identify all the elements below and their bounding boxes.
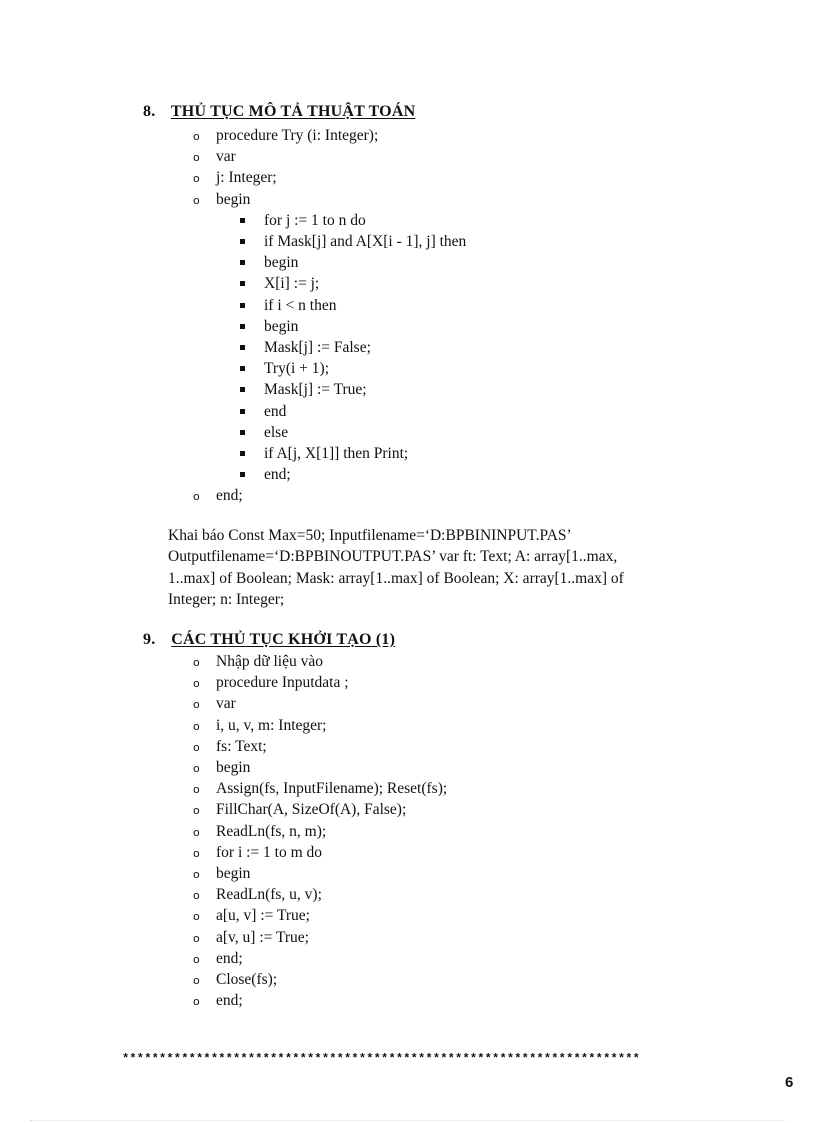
square-bullet-icon bbox=[240, 303, 245, 308]
list-item bbox=[238, 379, 367, 400]
list-row bbox=[238, 464, 291, 485]
item-text: end bbox=[264, 402, 287, 420]
item-text: end; bbox=[216, 487, 243, 505]
list-item bbox=[238, 210, 366, 231]
list-item bbox=[238, 252, 298, 273]
square-bullet-icon bbox=[240, 451, 245, 456]
list-row bbox=[238, 337, 371, 358]
list-item bbox=[238, 464, 291, 485]
item-text: i, u, v, m: Integer; bbox=[216, 716, 327, 734]
item-text: if Mask[j] and A[X[i - 1], j] then bbox=[264, 233, 467, 250]
item-text: j: Integer; bbox=[216, 169, 277, 187]
circle-bullet-icon: o bbox=[193, 656, 200, 669]
circle-bullet-icon: o bbox=[193, 783, 200, 797]
list-item bbox=[238, 295, 336, 316]
list-item bbox=[190, 990, 243, 1011]
list-item bbox=[190, 799, 406, 820]
list-row bbox=[190, 651, 323, 672]
item-text: ReadLn(fs, u, v); bbox=[216, 886, 322, 904]
item-text: Nhập dữ liệu vào bbox=[216, 653, 323, 670]
list-row bbox=[190, 672, 349, 693]
list-item bbox=[238, 358, 329, 379]
circle-bullet-icon: o bbox=[193, 868, 200, 881]
list-row bbox=[190, 948, 243, 969]
list-item bbox=[190, 757, 250, 778]
circle-bullet-icon: o bbox=[193, 193, 200, 207]
list-row bbox=[190, 842, 322, 863]
list-item bbox=[238, 337, 371, 358]
circle-bullet-icon: o bbox=[193, 889, 200, 903]
list-row bbox=[190, 778, 447, 799]
item-text: begin bbox=[264, 254, 299, 272]
section-9-heading bbox=[143, 631, 395, 649]
list-row bbox=[238, 273, 319, 294]
item-text: if A[j, X[1]] then Print; bbox=[264, 445, 409, 462]
list-row bbox=[238, 295, 336, 316]
list-row bbox=[190, 715, 326, 736]
item-text: ReadLn(fs, n, m); bbox=[216, 822, 327, 840]
item-text: end; bbox=[264, 466, 291, 484]
list-item bbox=[238, 273, 319, 294]
square-bullet-icon bbox=[240, 366, 245, 371]
declaration-paragraph bbox=[168, 525, 688, 611]
list-row bbox=[190, 757, 250, 778]
list-item bbox=[190, 948, 243, 969]
item-text: var bbox=[216, 148, 236, 166]
circle-bullet-icon: o bbox=[193, 995, 200, 1009]
item-text: begin bbox=[216, 865, 251, 882]
list-row bbox=[238, 379, 367, 400]
section-number: 8. bbox=[143, 103, 156, 120]
circle-bullet-icon: o bbox=[193, 698, 200, 712]
circle-bullet-icon: o bbox=[193, 490, 200, 504]
list-row bbox=[238, 443, 408, 464]
square-bullet-icon bbox=[240, 239, 245, 244]
item-text: end; bbox=[216, 949, 243, 967]
item-text: procedure Try (i: Integer); bbox=[216, 127, 379, 144]
list-item bbox=[190, 821, 326, 842]
list-row bbox=[190, 693, 236, 714]
list-row bbox=[238, 210, 366, 231]
square-bullet-icon bbox=[240, 430, 245, 435]
list-item bbox=[190, 189, 250, 210]
list-item bbox=[190, 146, 236, 167]
list-item bbox=[190, 927, 309, 948]
list-item bbox=[190, 485, 243, 506]
item-text: else bbox=[264, 423, 289, 441]
item-text: procedure Inputdata ; bbox=[216, 674, 349, 692]
paragraph-line: Outputfilename=‘D:BPBINOUTPUT.PAS’ var ft: Text; A: array[1..max, bbox=[168, 548, 618, 566]
list-row bbox=[190, 927, 309, 948]
circle-bullet-icon: o bbox=[193, 677, 200, 691]
list-item bbox=[190, 167, 277, 188]
list-item bbox=[190, 884, 322, 905]
circle-bullet-icon: o bbox=[193, 719, 200, 733]
list-row bbox=[238, 422, 288, 443]
square-bullet-icon bbox=[240, 472, 245, 477]
list-row bbox=[238, 316, 298, 337]
list-row bbox=[190, 863, 250, 884]
circle-bullet-icon: o bbox=[193, 974, 200, 987]
list-row bbox=[190, 821, 326, 842]
circle-bullet-icon: o bbox=[193, 740, 200, 754]
list-item bbox=[190, 672, 349, 693]
item-text: Close(fs); bbox=[216, 971, 278, 988]
list-item bbox=[238, 316, 298, 337]
circle-bullet-icon: o bbox=[193, 762, 200, 775]
list-item bbox=[190, 651, 323, 672]
list-item bbox=[190, 693, 236, 714]
item-text: if i < n then bbox=[264, 296, 337, 314]
list-row bbox=[190, 146, 236, 167]
list-item bbox=[238, 231, 466, 252]
square-bullet-icon bbox=[240, 324, 245, 329]
circle-bullet-icon: o bbox=[193, 151, 200, 165]
item-text: Mask[j] := True; bbox=[264, 381, 367, 399]
square-bullet-icon bbox=[240, 260, 245, 265]
item-text: Assign(fs, InputFilename); Reset(fs); bbox=[216, 780, 448, 798]
paragraph-line: Khai báo Const Max=50; Inputfilename=‘D:BPBININPUT.PAS’ bbox=[168, 527, 572, 544]
square-bullet-icon bbox=[240, 281, 245, 286]
circle-bullet-icon: o bbox=[193, 952, 200, 966]
square-bullet-icon bbox=[240, 345, 245, 350]
list-row bbox=[190, 905, 310, 926]
list-row bbox=[190, 969, 277, 990]
list-row bbox=[190, 485, 243, 506]
page-number: 6 bbox=[785, 1074, 794, 1091]
circle-bullet-icon: o bbox=[193, 910, 200, 924]
list-item bbox=[238, 443, 408, 464]
item-text: fs: Text; bbox=[216, 737, 267, 755]
section-number: 9. bbox=[143, 631, 156, 648]
list-item bbox=[190, 715, 326, 736]
circle-bullet-icon: o bbox=[193, 172, 200, 186]
list-row bbox=[190, 125, 378, 146]
circle-bullet-icon: o bbox=[193, 931, 200, 945]
list-item bbox=[190, 778, 447, 799]
section-title: THỦ TỤC MÔ TẢ THUẬT TOÁN bbox=[170, 103, 416, 120]
item-text: begin bbox=[216, 759, 251, 776]
list-item bbox=[238, 422, 288, 443]
list-item bbox=[190, 842, 322, 863]
list-item bbox=[190, 969, 277, 990]
paragraph-line: 1..max] of Boolean; Mask: array[1..max] of Boolean; X: array[1..max] of bbox=[168, 569, 624, 587]
circle-bullet-icon: o bbox=[193, 130, 200, 143]
footer-separator: ********************************************************************** bbox=[122, 1052, 641, 1066]
list-row bbox=[190, 736, 267, 757]
section-title: CÁC THỦ TỤC KHỞI TẠO (1) bbox=[171, 631, 396, 648]
paragraph-line: Integer; n: Integer; bbox=[168, 591, 285, 609]
item-text: begin bbox=[216, 190, 251, 208]
list-row bbox=[190, 167, 277, 188]
list-row bbox=[190, 990, 243, 1011]
section-8-heading bbox=[143, 103, 415, 121]
list-row bbox=[238, 401, 286, 422]
square-bullet-icon bbox=[240, 218, 245, 223]
item-text: X[i] := j; bbox=[264, 275, 320, 293]
item-text: a[u, v] := True; bbox=[216, 907, 310, 925]
list-item bbox=[190, 863, 250, 884]
item-text: Mask[j] := False; bbox=[264, 339, 371, 356]
item-text: begin bbox=[264, 317, 299, 335]
list-item bbox=[238, 401, 286, 422]
item-text: FillChar(A, SizeOf(A), False); bbox=[216, 801, 407, 819]
item-text: Try(i + 1); bbox=[264, 360, 330, 378]
list-item bbox=[190, 905, 310, 926]
item-text: var bbox=[216, 695, 236, 713]
item-text: for i := 1 to m do bbox=[216, 843, 323, 861]
circle-bullet-icon: o bbox=[193, 846, 200, 860]
list-row bbox=[238, 252, 298, 273]
circle-bullet-icon: o bbox=[193, 804, 200, 818]
square-bullet-icon bbox=[240, 387, 245, 392]
square-bullet-icon bbox=[240, 409, 245, 414]
list-row bbox=[190, 189, 250, 210]
item-text: for j := 1 to n do bbox=[264, 211, 366, 229]
item-text: a[v, u] := True; bbox=[216, 928, 309, 946]
list-row bbox=[190, 884, 322, 905]
item-text: end; bbox=[216, 992, 243, 1010]
list-item bbox=[190, 736, 267, 757]
page-bottom-divider bbox=[30, 1120, 786, 1121]
list-row bbox=[238, 358, 329, 379]
list-row bbox=[190, 799, 406, 820]
list-item bbox=[190, 125, 378, 146]
list-row bbox=[238, 231, 466, 252]
circle-bullet-icon: o bbox=[193, 825, 200, 839]
